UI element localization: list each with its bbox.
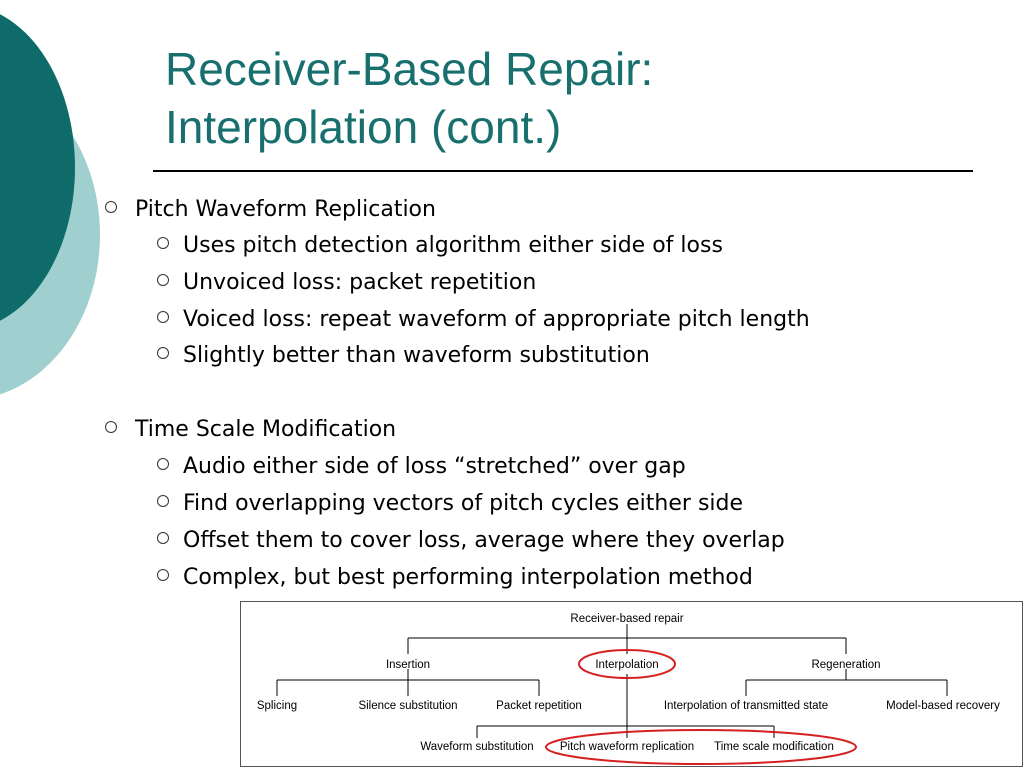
- bullet-item: [157, 231, 723, 261]
- node-root: Receiver-based repair: [570, 613, 684, 625]
- node-time-scale-modification: Time scale modification: [714, 741, 834, 753]
- bullet-text: Uses pitch detection algorithm either side of loss: [183, 233, 723, 258]
- bullet-circle-icon: [157, 237, 169, 249]
- bullet-item: [105, 195, 436, 225]
- node-regeneration: Regeneration: [811, 659, 881, 671]
- node-silence-substitution: Silence substitution: [358, 700, 458, 712]
- slide-title-line-2: Interpolation (cont.): [165, 101, 562, 153]
- bullet-circle-icon: [105, 201, 117, 213]
- node-packet-repetition: Packet repetition: [496, 700, 582, 712]
- node-model-based-recovery: Model-based recovery: [886, 700, 1000, 712]
- node-waveform-substitution: Waveform substitution: [420, 741, 534, 753]
- node-interpolation: Interpolation: [595, 659, 659, 671]
- node-splicing: Splicing: [256, 700, 298, 712]
- node-interpolation-transmitted-state: Interpolation of transmitted state: [663, 700, 829, 712]
- slide-title: [165, 40, 985, 156]
- bullet-item: [157, 563, 753, 593]
- bullet-text: Unvoiced loss: packet repetition: [183, 270, 537, 295]
- repair-taxonomy-diagram: [240, 601, 1023, 767]
- bullet-text: Offset them to cover loss, average where they overlap: [183, 528, 785, 553]
- bullet-text: Time Scale Modification: [135, 417, 397, 442]
- bullet-text: Pitch Waveform Replication: [135, 197, 436, 222]
- bullet-text: Complex, but best performing interpolation method: [183, 565, 753, 590]
- bullet-text: Find overlapping vectors of pitch cycles either side: [183, 491, 744, 516]
- bullet-circle-icon: [157, 569, 169, 581]
- bullet-item: [157, 305, 810, 335]
- diagram-svg: [241, 602, 1022, 766]
- bullet-item: [105, 415, 396, 445]
- bullet-circle-icon: [157, 495, 169, 507]
- bullet-text: Slightly better than waveform substitution: [183, 343, 650, 368]
- node-insertion: Insertion: [385, 659, 431, 671]
- bullet-circle-icon: [157, 532, 169, 544]
- bullet-item: [157, 489, 743, 519]
- bullet-item: [157, 341, 650, 371]
- node-pitch-waveform-replication: Pitch waveform replication: [559, 741, 695, 753]
- bullet-circle-icon: [157, 347, 169, 359]
- slide-title-line-1: Receiver-Based Repair:: [165, 43, 654, 95]
- bullet-circle-icon: [157, 274, 169, 286]
- bullet-item: [157, 268, 536, 298]
- bullet-item: [157, 526, 785, 556]
- bullet-text: Voiced loss: repeat waveform of appropriate pitch length: [183, 307, 810, 332]
- bullet-text: Audio either side of loss “stretched” over gap: [183, 454, 686, 479]
- diagram-connectors: [277, 624, 947, 738]
- title-divider: [153, 170, 973, 172]
- bullet-circle-icon: [157, 458, 169, 470]
- bullet-circle-icon: [105, 421, 117, 433]
- bullet-item: [157, 452, 686, 482]
- bullet-circle-icon: [157, 311, 169, 323]
